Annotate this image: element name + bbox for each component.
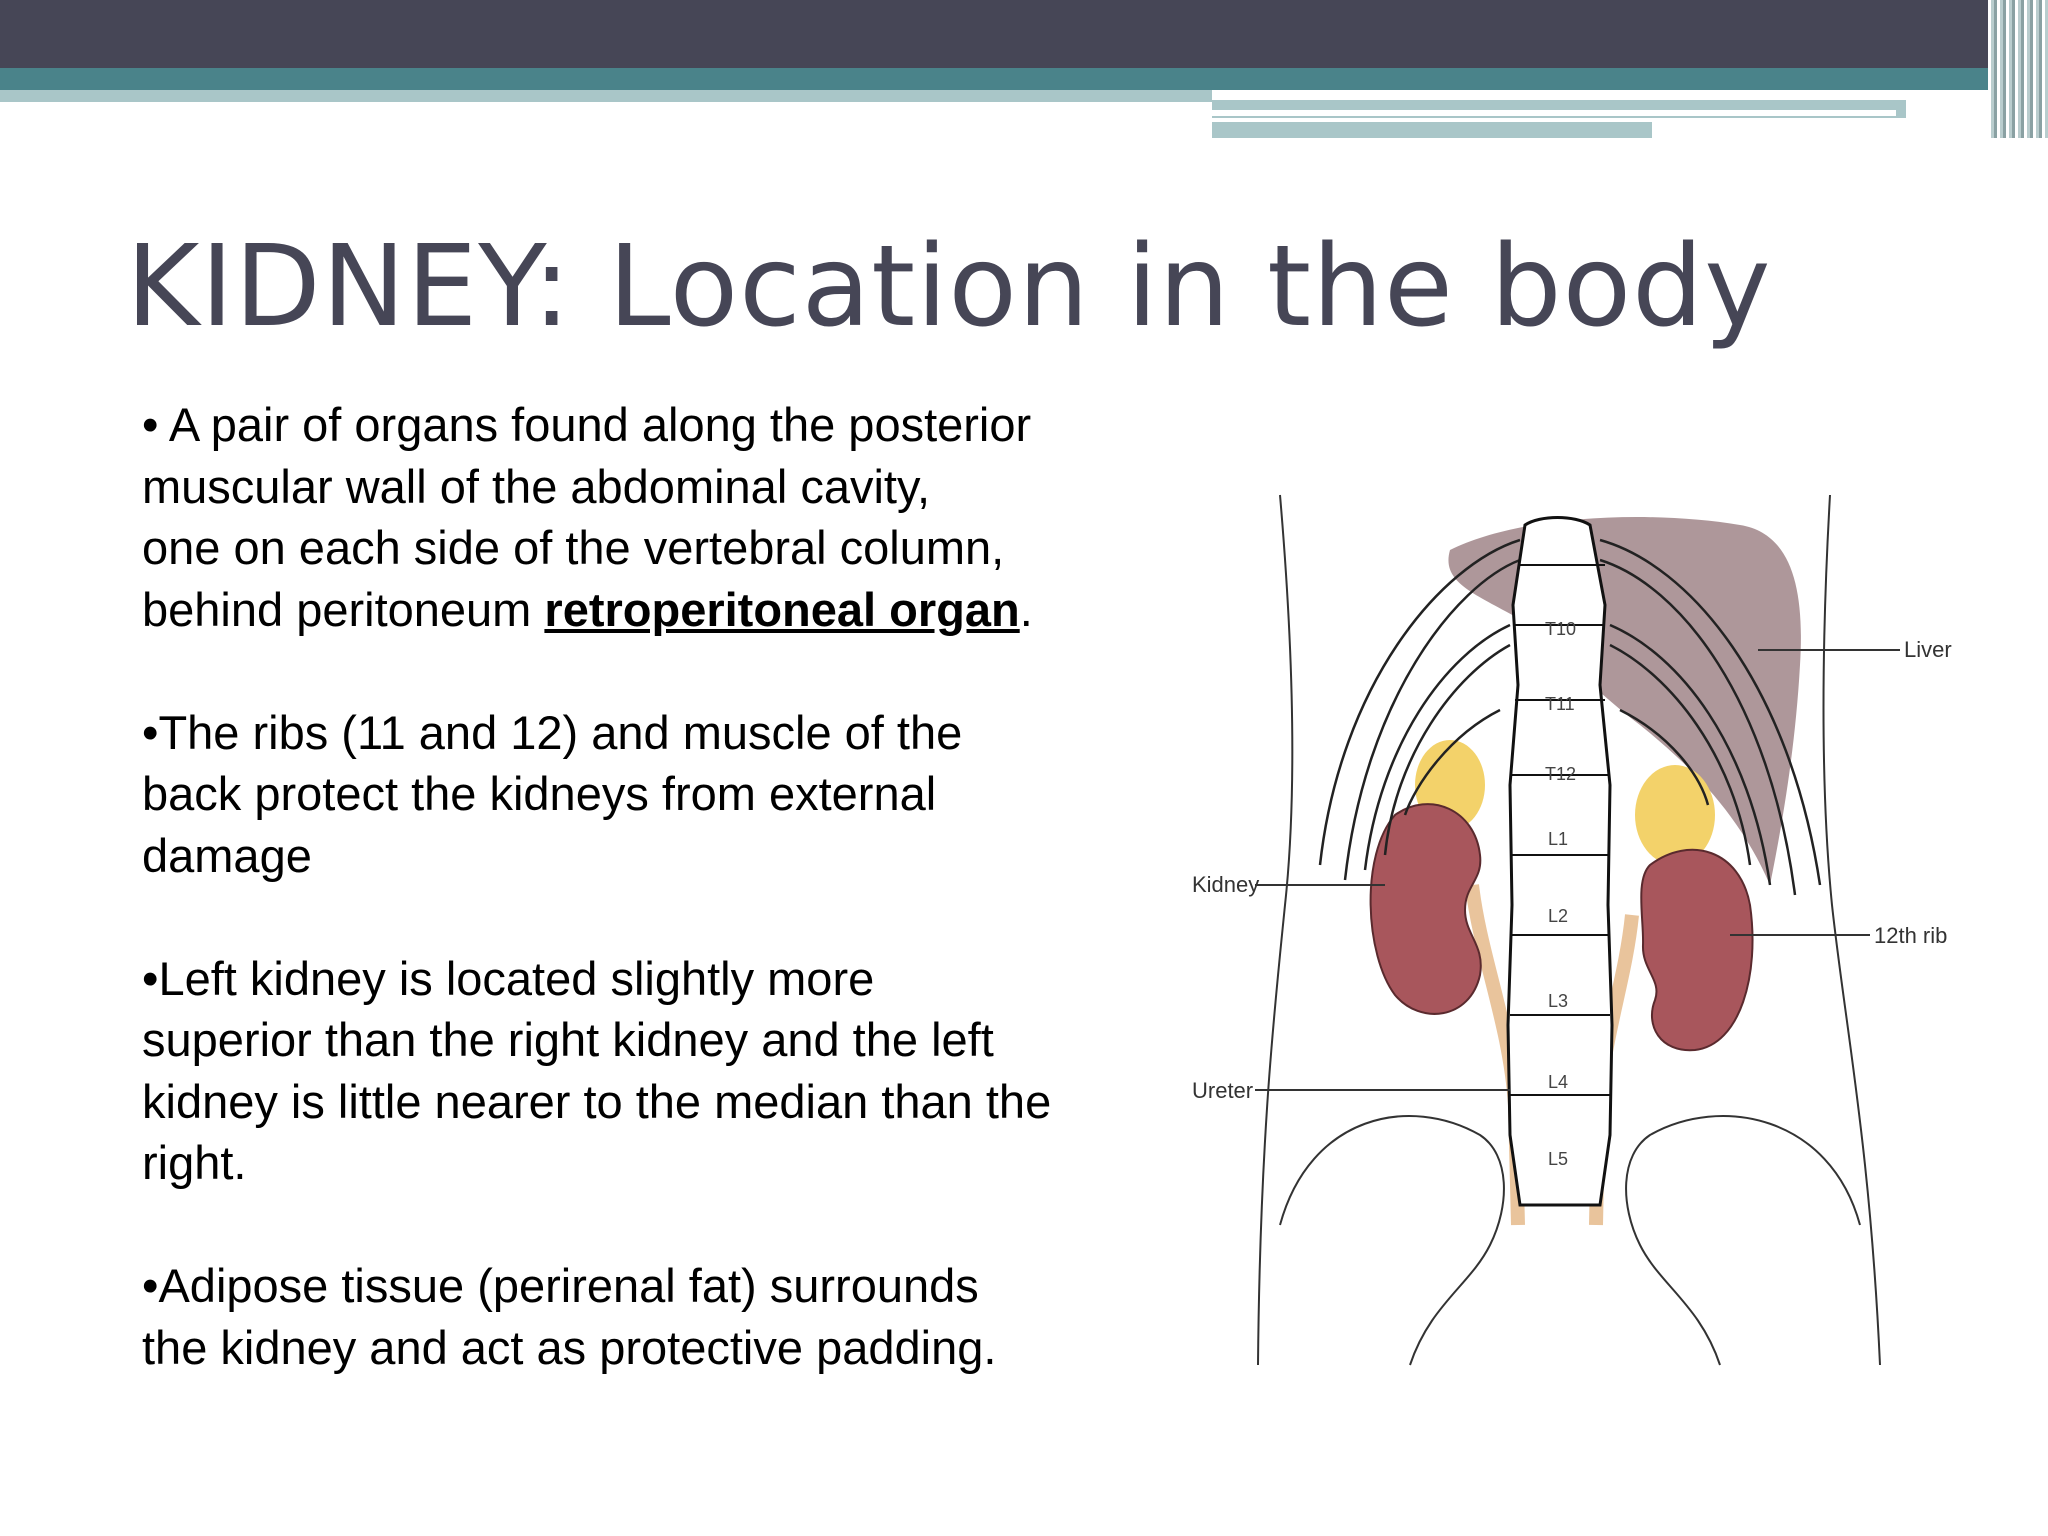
bullet-line: •Left kidney is located slightly more <box>142 951 875 1005</box>
slide-title: KIDNEY: Location in the body <box>126 222 1772 352</box>
header-gap <box>1212 90 2048 100</box>
vertebra-label-l2: L2 <box>1548 906 1569 926</box>
vertebra-label-t10: T10 <box>1545 619 1577 639</box>
bullet-item <box>142 394 1152 640</box>
bullet-line: superior than the right kidney and the left <box>142 1013 994 1066</box>
bullet-line: back protect the kidneys from external <box>142 767 937 820</box>
bullet-line: damage <box>142 828 312 882</box>
pelvis-right <box>1626 1116 1860 1365</box>
label-12th-rib: 12th rib <box>1874 923 1948 948</box>
label-kidney: Kidney <box>1192 872 1260 897</box>
emphasis-term: retroperitoneal organ <box>544 582 1020 636</box>
vertebra-label-l5: L5 <box>1548 1149 1569 1169</box>
body-outline-right <box>1824 495 1881 1365</box>
bullet-line: right. <box>142 1136 247 1189</box>
vertebra-label-l3: L3 <box>1548 991 1569 1011</box>
header-band-light <box>0 90 1212 102</box>
header-stripes <box>1988 0 2048 138</box>
kidney-right <box>1641 850 1752 1050</box>
vertebra-label-t11: T11 <box>1545 694 1575 714</box>
bullet-item <box>142 1255 1152 1378</box>
bullet-line: •The ribs (11 and 12) and muscle of the <box>142 705 963 759</box>
pelvis-left <box>1280 1116 1504 1365</box>
bullet-line: • A pair of organs found along the posterior <box>142 398 1032 451</box>
bullet-text: behind peritoneum <box>142 582 545 636</box>
bullet-text: . <box>1019 582 1033 636</box>
label-liver: Liver <box>1904 637 1952 662</box>
kidney-anatomy-figure <box>1180 485 1960 1380</box>
vertebra-label-l1: L1 <box>1548 829 1569 849</box>
bullet-item <box>142 702 1152 887</box>
bullet-line: •Adipose tissue (perirenal fat) surrounds <box>142 1259 979 1312</box>
label-ureter: Ureter <box>1192 1078 1254 1103</box>
bullet-line: muscular wall of the abdominal cavity, <box>142 459 931 513</box>
bullet-line: one on each side of the vertebral column, <box>142 521 1005 574</box>
vertebra-label-l4: L4 <box>1548 1072 1569 1092</box>
header-band-teal <box>0 68 2048 90</box>
body-outline-left <box>1258 495 1292 1365</box>
liver-shape <box>1448 517 1800 885</box>
header-white-line <box>1212 110 1896 116</box>
bullet-item <box>142 948 1152 1194</box>
bullet-line: the kidney and act as protective padding. <box>142 1320 997 1374</box>
header-band-dark <box>0 0 2048 68</box>
bullet-line <box>142 579 1152 641</box>
bullet-list <box>142 394 1152 1440</box>
vertebra-label-t12: T12 <box>1545 764 1577 784</box>
bullet-line: kidney is little nearer to the median than the <box>142 1074 1052 1128</box>
header-band-light-right-lower <box>1212 122 1652 138</box>
